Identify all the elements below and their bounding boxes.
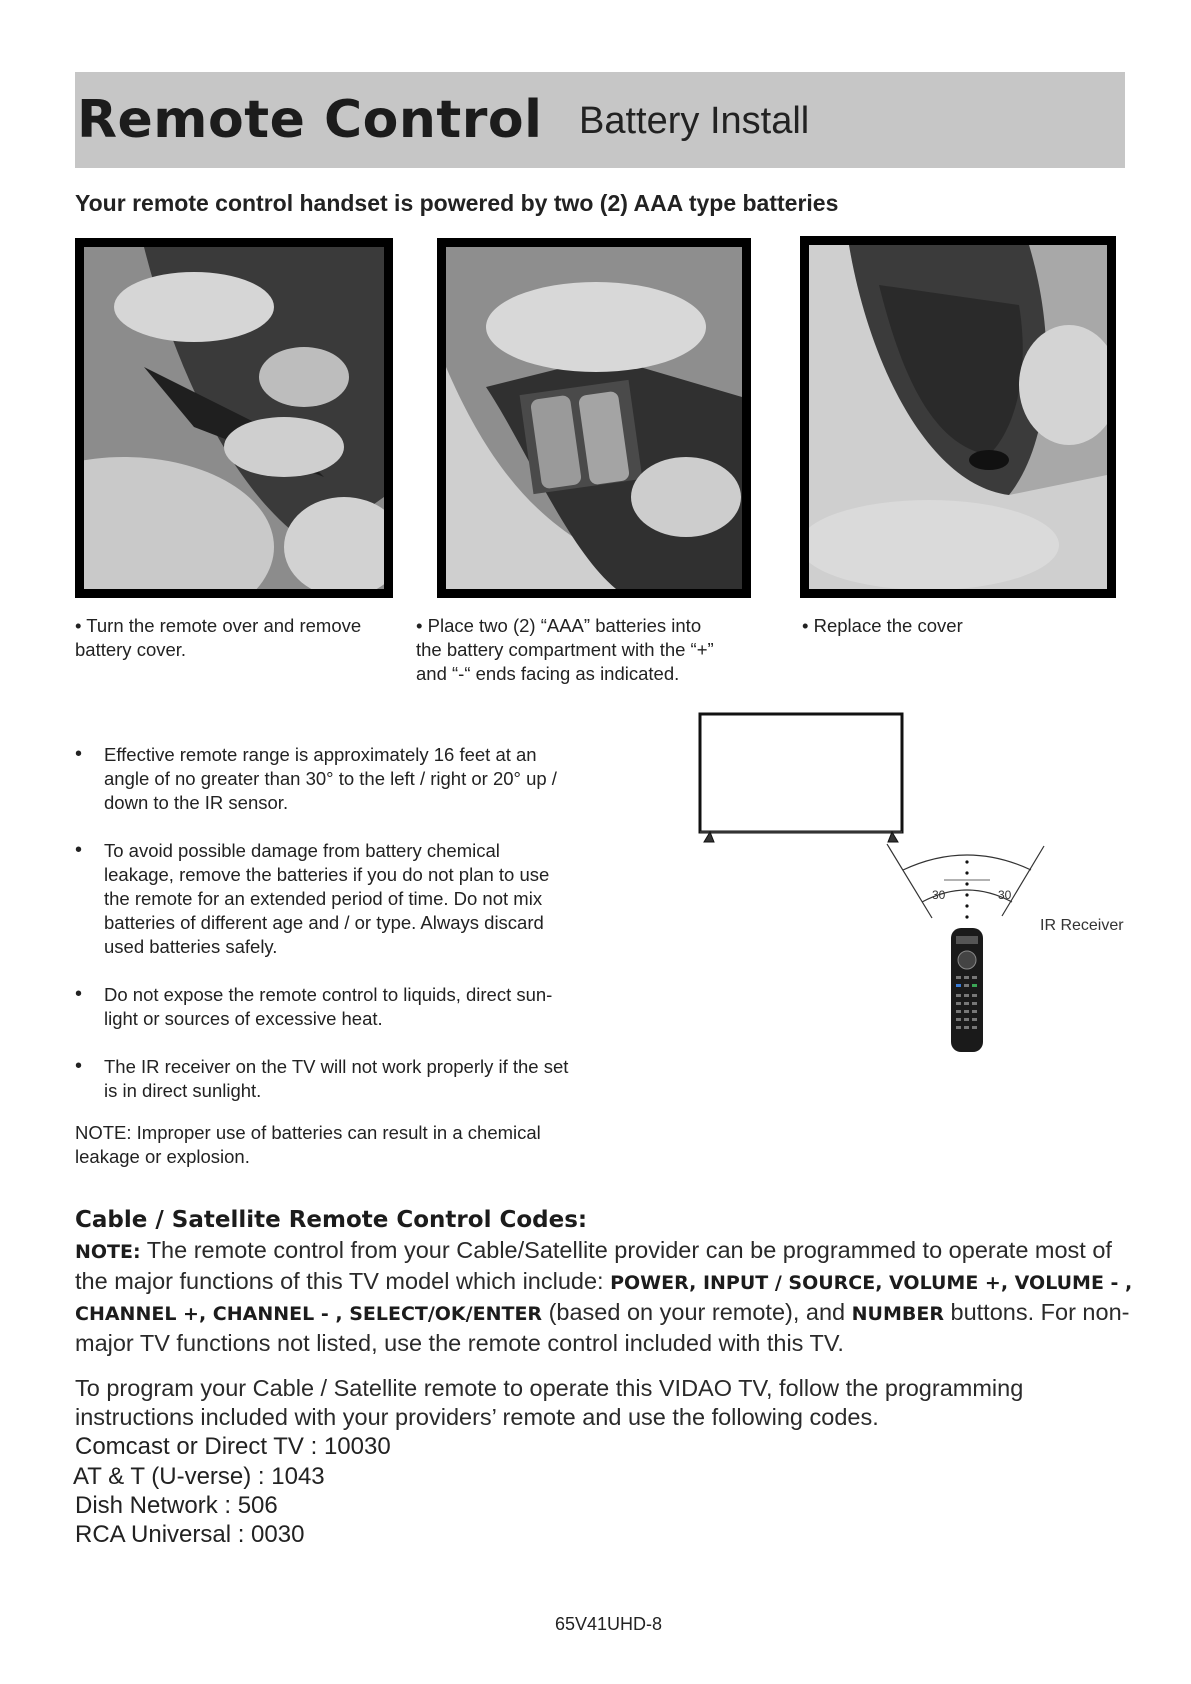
bullet-line: light or sources of excessive heat. [104, 1008, 383, 1029]
caption-line: • Place two (2) “AAA” batteries into [416, 615, 702, 636]
bullet-line: To avoid possible damage from battery chemical [104, 840, 500, 861]
bullet-line: Effective remote range is approximately 16 feet at an [104, 744, 537, 765]
program-instructions: To program your Cable / Satellite remote to operate this VIDAO TV, follow the programming instructions included with your providers’ remote and use the following codes. [75, 1375, 1024, 1430]
photo-remove-cover [75, 238, 393, 598]
caption-line: and “-“ ends facing as indicated. [416, 663, 680, 684]
bullet-line: angle of no greater than 30° to the left / right or 20° up / [104, 768, 557, 789]
ir-receiver-label: IR Receiver [1040, 917, 1124, 934]
bullet-line: down to the IR sensor. [104, 792, 289, 813]
caption-line: battery cover. [75, 639, 187, 660]
caption-line: the battery compartment with the “+” [416, 639, 714, 660]
bullet-line: the remote for an extended period of time. Do not mix [104, 888, 543, 909]
battery-note [75, 1121, 635, 1169]
note-text: The remote control from your Cable/Satellite provider can be programmed to operate most of the major functions of this TV model which include: [75, 1237, 1112, 1294]
step-caption-1 [75, 614, 395, 662]
number-key-label: NUMBER [851, 1303, 944, 1325]
cable-codes-heading: Cable / Satellite Remote Control Codes: [75, 1207, 588, 1233]
code-att: AT & T (U-verse) : 1043 [73, 1463, 325, 1490]
caption-line: • Turn the remote over and remove [75, 615, 362, 636]
bullet-dot: • [75, 839, 83, 861]
bullet-line: batteries of different age and / or type. Always discard [104, 912, 544, 933]
code-dish: Dish Network : 506 [75, 1492, 278, 1519]
note-label: NOTE: [75, 1241, 141, 1263]
bullet-line: The IR receiver on the TV will not work properly if the set [104, 1056, 569, 1077]
note-text: (based on your remote), and [542, 1299, 852, 1325]
ir-range-diagram [690, 710, 1090, 1070]
bullet-item [75, 1055, 635, 1103]
caption-line: • Replace the cover [802, 615, 963, 636]
note-line: leakage or explosion. [75, 1146, 250, 1167]
remote-control-icon [951, 928, 983, 1052]
intro-heading: Your remote control handset is powered by two (2) AAA type batteries [75, 190, 839, 216]
cable-note-paragraph [75, 1236, 1135, 1358]
page-footer: 65V41UHD-8 [555, 1614, 663, 1634]
photo-replace-cover [800, 236, 1116, 598]
tv-icon [700, 714, 902, 832]
bullet-item [75, 839, 635, 959]
bullet-item [75, 743, 635, 815]
bullet-dot: • [75, 1055, 83, 1077]
bullet-dot: • [75, 743, 83, 765]
note-text: buttons. For non-major TV functions not listed, use the remote control included with this TV. [75, 1299, 1130, 1356]
bullet-dot: • [75, 983, 83, 1005]
code-rca: RCA Universal : 0030 [75, 1521, 305, 1548]
step-caption-3 [802, 614, 1102, 638]
angle-right-label: 30 [998, 888, 1012, 902]
note-line: NOTE: Improper use of batteries can result in a chemical [75, 1122, 541, 1143]
photo-insert-batteries [437, 238, 751, 598]
code-comcast: Comcast or Direct TV : 10030 [75, 1433, 391, 1460]
bullet-item [75, 983, 635, 1031]
page-title: Remote Control [77, 90, 543, 150]
bullet-line: is in direct sunlight. [104, 1080, 262, 1101]
bullet-line: Do not expose the remote control to liquids, direct sun- [104, 984, 553, 1005]
step-caption-2 [416, 614, 756, 686]
page-subtitle: Battery Install [579, 100, 810, 142]
bullet-line: used batteries safely. [104, 936, 278, 957]
angle-left-label: 30 [932, 888, 946, 902]
safety-bullet-list [75, 743, 635, 1127]
bullet-line: leakage, remove the batteries if you do not plan to use [104, 864, 550, 885]
function-keys-list: POWER, INPUT / SOURCE, VOLUME +, VOLUME - , CHANNEL +, CHANNEL - , SELECT/OK/ENTER [75, 1272, 1133, 1325]
